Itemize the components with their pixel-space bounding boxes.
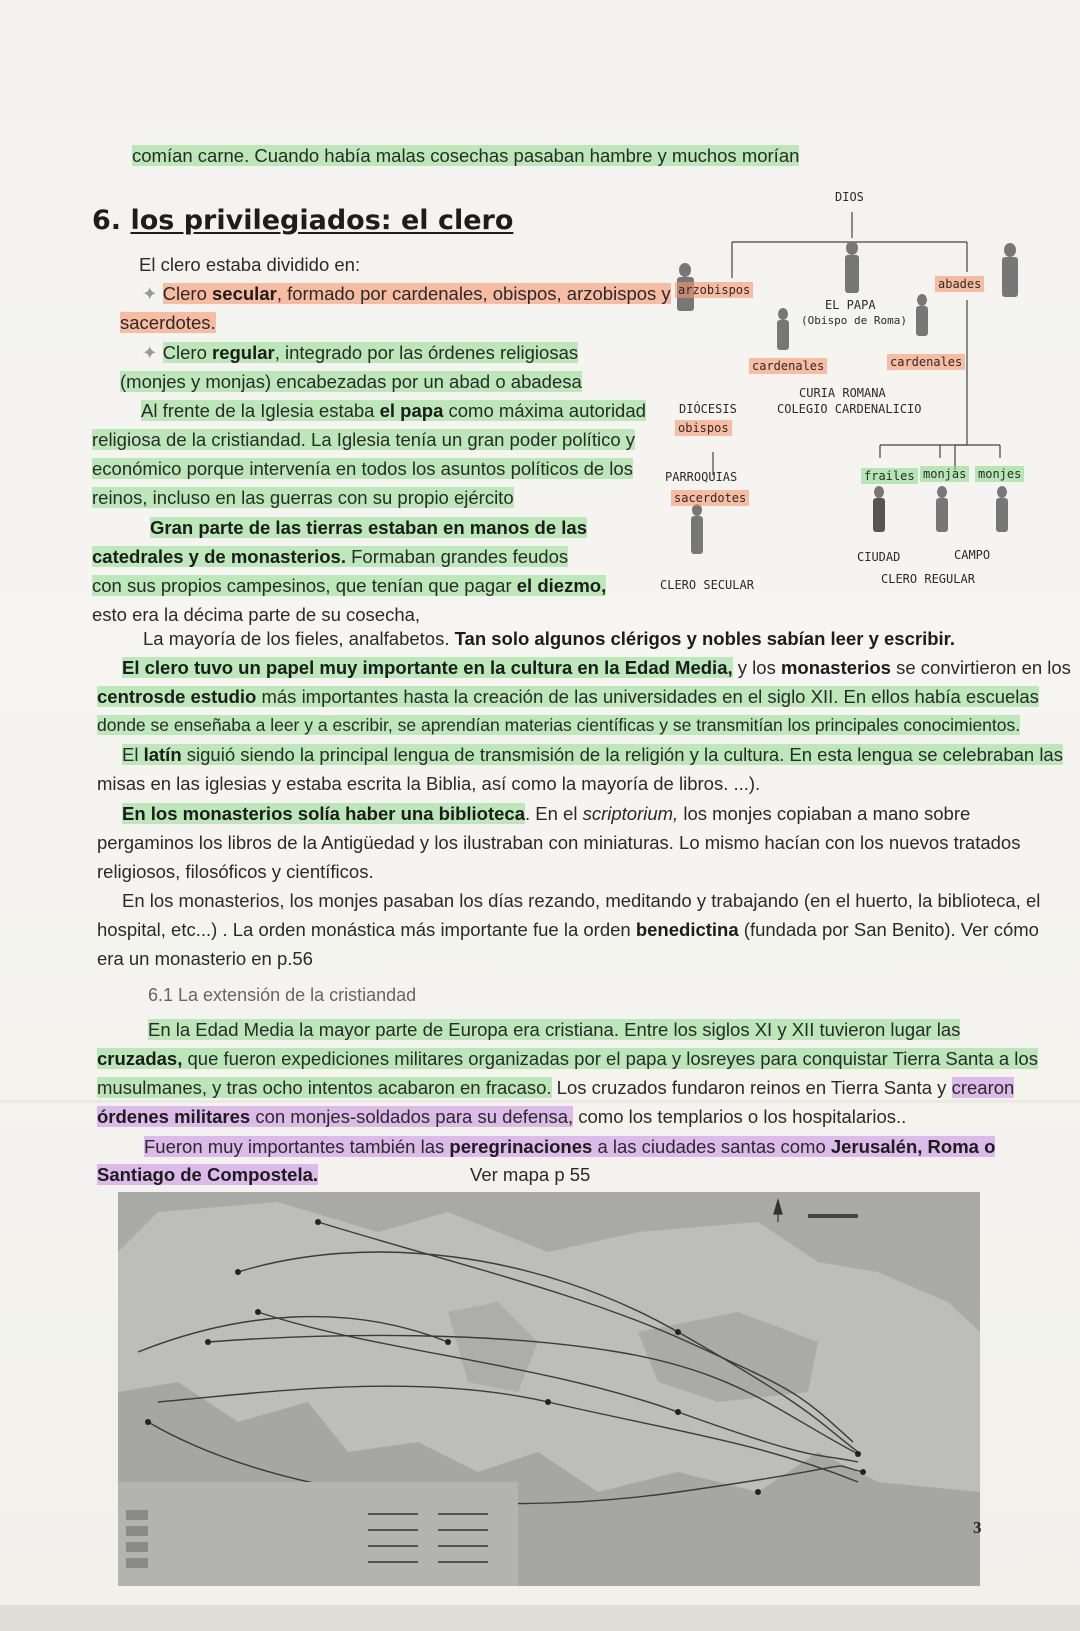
para-fieles <box>143 624 955 653</box>
papa-text-e: económico porque intervenía en todos los asuntos políticos de los <box>92 458 633 479</box>
tag-cardenales-1: cardenales <box>749 358 827 374</box>
secular-label: Clero <box>162 283 207 304</box>
tierras-a: Gran parte de las tierras estaban en manos de las <box>150 517 587 538</box>
cruz-g: órdenes militares <box>97 1106 251 1127</box>
nun-figure-icon <box>937 486 947 498</box>
monjes-a: En los monasterios, los monjes pasaban los días rezando, meditando y trabajando (en el huerto, la biblioteca, el <box>122 890 1041 911</box>
para-biblio <box>122 799 970 828</box>
tag-sacerdotes: sacerdotes <box>671 490 749 506</box>
tag-frailes: frailes <box>861 468 918 484</box>
para-papa-3 <box>92 454 633 483</box>
cruz-a: En la Edad Media la mayor parte de Europa era cristiana. Entre los siglos XI y XII tuvieron lugar las <box>148 1019 961 1040</box>
intro-text: comían carne. Cuando había malas cosechas pasaban hambre y muchos morían <box>132 145 800 166</box>
tag-monjas: monjas <box>920 466 969 482</box>
para-cultura-3 <box>97 711 1020 740</box>
cultura-a: El clero tuvo un papel muy importante en la cultura en la Edad Media, <box>122 657 733 678</box>
tag-abades: abades <box>935 276 984 292</box>
para-tierras-3 <box>92 571 606 600</box>
section-title-text: los privilegiados: el clero <box>130 205 514 236</box>
monjes-b: hospital, etc...) . La orden monástica más importante fue la orden <box>97 919 631 940</box>
tierras-e: el diezmo, <box>516 575 607 596</box>
para-secular-2 <box>120 308 216 337</box>
latin-b: latín <box>143 744 182 765</box>
papa-text-a: Al frente de la Iglesia estaba <box>141 400 375 421</box>
para-cultura-2 <box>97 682 1039 711</box>
label-campo: CAMPO <box>954 548 991 562</box>
cultura-e: centrosde estudio <box>97 686 257 707</box>
para-biblio-3 <box>97 857 374 886</box>
secular-desc-2: sacerdotes. <box>120 312 216 333</box>
para-papa <box>141 396 646 425</box>
cruz-c: que fueron expediciones militares organizadas por el papa y losreyes para conquistar Tierra Santa a los <box>187 1048 1038 1069</box>
cruz-h: con monjes-soldados para su defensa, <box>255 1106 574 1127</box>
latin-c: siguió siendo la principal lengua de transmisión de la religión y la cultura. En esta lengua se celebraban las <box>186 744 1063 765</box>
label-curia: CURIA ROMANA <box>799 386 886 400</box>
bullet-icon: ✦ <box>142 342 163 363</box>
monjes-e: era un monasterio en p.56 <box>97 948 313 969</box>
secular-word: secular <box>212 283 277 304</box>
cultura-g: donde se enseñaba a leer y a escribir, se aprendían materias científicas y se transmitían los principales conocimientos. <box>97 715 1021 735</box>
tierras-f: esto era la décima parte de su cosecha, <box>92 604 421 625</box>
para-cruzadas <box>148 1015 960 1044</box>
secular-desc: , formado por cardenales, obispos, arzobispos y <box>276 283 671 304</box>
para-biblio-2 <box>97 828 1020 857</box>
fieles-b: Tan solo algunos clérigos y nobles sabían leer y escribir. <box>454 628 955 649</box>
label-colegio: COLEGIO CARDENALICIO <box>777 402 922 416</box>
cruz-i: como los templarios o los hospitalarios.. <box>578 1106 907 1127</box>
biblio-c: scriptorium, <box>582 803 679 824</box>
cardinal-figure-icon <box>778 308 788 320</box>
cruz-d: musulmanes, y tras ocho intentos acabaron en fracaso. <box>97 1077 552 1098</box>
para-secular <box>142 279 671 308</box>
divided-text: El clero estaba dividido en: <box>139 254 361 275</box>
tag-arzobispos: arzobispos <box>675 282 753 298</box>
label-parroquias: PARROQUIAS <box>665 470 738 484</box>
biblio-b: . En el <box>525 803 578 824</box>
biblio-e: pergaminos los libros de la Antigüedad y los ilustraban con miniaturas. Lo mismo hacían con los nuevos tratados <box>97 832 1021 853</box>
bullet-icon: ✦ <box>142 283 163 304</box>
intro-line <box>132 141 799 170</box>
para-regular <box>142 338 578 367</box>
subsection-title: 6.1 La extensión de la cristiandad <box>148 985 417 1005</box>
label-ciudad: CIUDAD <box>857 550 901 564</box>
friar-figure-icon <box>874 486 884 498</box>
biblio-a: En los monasterios solía haber una biblioteca <box>122 803 525 824</box>
cruz-e: Los cruzados fundaron reinos en Tierra Santa y <box>556 1077 947 1098</box>
cruz-f: crearon <box>951 1077 1015 1098</box>
section-title <box>92 205 513 236</box>
pere-d: Jerusalén, Roma o <box>830 1136 996 1157</box>
papa-text-f: reinos, incluso en las guerras con su propio ejército <box>92 487 514 508</box>
section-number: 6. <box>92 205 122 236</box>
pere-e: Santiago de Compostela. <box>97 1164 319 1185</box>
para-cruzadas-3 <box>97 1073 1014 1102</box>
label-diocesis: DIÓCESIS <box>679 402 737 416</box>
para-regular-2 <box>120 367 582 396</box>
tag-cardenales-2: cardenales <box>887 354 965 370</box>
cultura-b: y los <box>737 657 776 678</box>
papa-text-d: religiosa de la cristiandad. La Iglesia tenía un gran poder político y <box>92 429 636 450</box>
archbishop-figure-icon <box>679 263 691 277</box>
monjes-d: (fundada por San Benito). Ver cómo <box>743 919 1039 940</box>
label-clero-regular: CLERO REGULAR <box>881 572 975 586</box>
biblio-d: los monjes copiaban a mano sobre <box>683 803 971 824</box>
pope-figure-icon <box>846 241 858 255</box>
tierras-d: con sus propios campesinos, que tenían que pagar <box>92 575 512 596</box>
para-cruzadas-2 <box>97 1044 1038 1073</box>
label-clero-secular: CLERO SECULAR <box>660 578 754 592</box>
pere-b: peregrinaciones <box>449 1136 593 1157</box>
para-papa-4 <box>92 483 514 512</box>
latin-a: El <box>122 744 139 765</box>
label-el-papa: EL PAPA <box>825 298 876 312</box>
papa-word: el papa <box>379 400 444 421</box>
map-drawing <box>118 1192 980 1586</box>
crusades-map-image <box>118 1192 980 1586</box>
cruz-b: cruzadas, <box>97 1048 183 1069</box>
page-number: 3 <box>973 1518 982 1537</box>
label-obispo-roma: (Obispo de Roma) <box>801 314 907 327</box>
latin-d: misas en las iglesias y estaba escrita la Biblia, así como la mayoría de libros. ...). <box>97 773 761 794</box>
regular-desc-2: (monjes y monjas) encabezadas por un abad o abadesa <box>120 371 582 392</box>
para-monjes-3 <box>97 944 313 973</box>
cultura-d: se convirtieron en los <box>896 657 1071 678</box>
tierras-c: Formaban grandes feudos <box>351 546 569 567</box>
ver-mapa-text: Ver mapa p 55 <box>470 1164 591 1185</box>
para-latin-2 <box>97 769 760 798</box>
para-tierras <box>150 513 587 542</box>
papa-text-c: como máxima autoridad <box>448 400 646 421</box>
tag-obispos: obispos <box>675 420 732 436</box>
para-monjes-2 <box>97 915 1039 944</box>
para-monjes <box>122 886 1040 915</box>
cardinal-figure-icon <box>917 294 927 306</box>
cultura-f: más importantes hasta la creación de las universidades en el siglo XII. En ellos había escuelas <box>261 686 1039 707</box>
label-dios: DIOS <box>835 190 864 204</box>
para-peregrinaciones <box>144 1132 995 1161</box>
para-tierras-2 <box>92 542 568 571</box>
para-peregrinaciones-2 <box>97 1160 318 1189</box>
fieles-a: La mayoría de los fieles, analfabetos. <box>143 628 450 649</box>
para-cultura <box>122 653 1071 682</box>
para-papa-2 <box>92 425 635 454</box>
ver-mapa <box>470 1160 590 1189</box>
para-divided <box>139 250 360 279</box>
para-latin <box>122 740 1063 769</box>
clergy-diagram <box>660 190 1030 600</box>
monk-figure-icon <box>997 486 1007 498</box>
cultura-c: monasterios <box>780 657 891 678</box>
pere-a: Fueron muy importantes también las <box>144 1136 445 1157</box>
para-cruzadas-4 <box>97 1102 906 1131</box>
abbot-figure-icon <box>1004 243 1016 257</box>
monjes-c: benedictina <box>635 919 739 940</box>
biblio-f: religiosos, filosóficos y científicos. <box>97 861 374 882</box>
tierras-b: catedrales y de monasterios. <box>92 546 346 567</box>
paper-edge-shadow <box>0 1605 1080 1631</box>
pere-c: a las ciudades santas como <box>597 1136 826 1157</box>
regular-label: Clero <box>162 342 207 363</box>
regular-word: regular <box>212 342 275 363</box>
tag-monjes: monjes <box>975 466 1024 482</box>
regular-desc: , integrado por las órdenes religiosas <box>274 342 579 363</box>
